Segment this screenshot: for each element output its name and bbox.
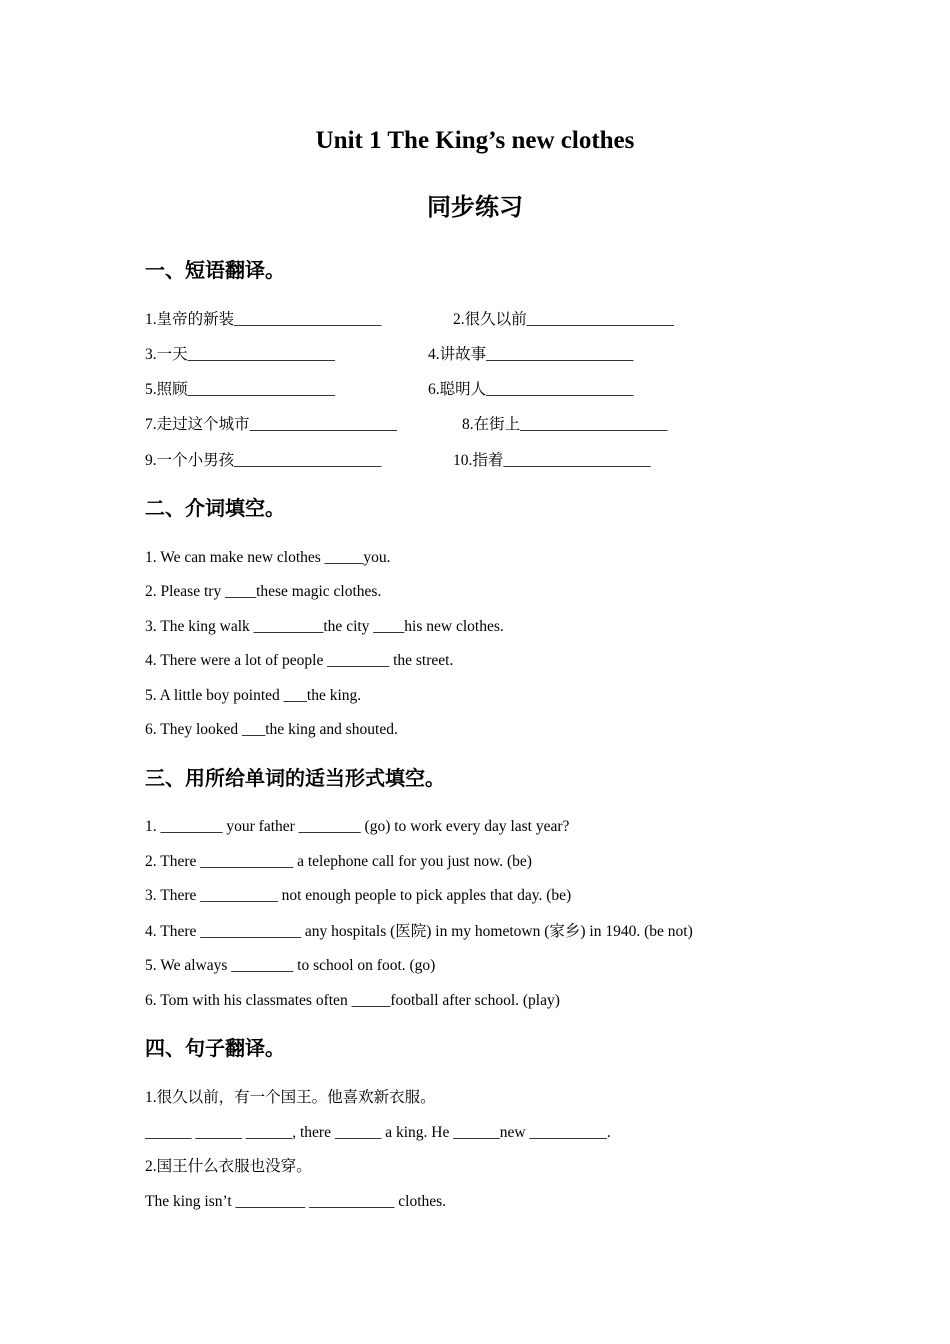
- preposition-item: 2. Please try ____these magic clothes.: [145, 583, 382, 600]
- preposition-item: 3. The king walk _________the city ____his new clothes.: [145, 618, 504, 635]
- phrase-item: 4.讲故事___________________: [428, 346, 634, 363]
- section-3-heading: 三、用所给单词的适当形式填空。: [145, 766, 445, 790]
- verb-form-item: 1. ________ your father ________ (go) to work every day last year?: [145, 818, 570, 835]
- verb-form-item: 5. We always ________ to school on foot. (go): [145, 957, 436, 974]
- phrase-item: 1.皇帝的新装___________________: [145, 311, 382, 328]
- page-title: Unit 1 The King’s new clothes: [315, 127, 635, 154]
- page-subtitle: 同步练习: [427, 193, 523, 221]
- translation-answer-line: The king isn’t _________ ___________ clothes.: [145, 1193, 447, 1210]
- preposition-item: 4. There were a lot of people ________ the street.: [145, 652, 454, 669]
- verb-form-item: 3. There __________ not enough people to pick apples that day. (be): [145, 887, 572, 904]
- translation-prompt: 2.国王什么衣服也没穿。: [145, 1158, 312, 1175]
- phrase-item: 6.聪明人___________________: [428, 381, 634, 398]
- phrase-item: 9.一个小男孩___________________: [145, 452, 382, 469]
- translation-prompt: 1.很久以前，有一个国王。他喜欢新衣服。: [145, 1089, 436, 1106]
- verb-form-item: 2. There ____________ a telephone call for you just now. (be): [145, 853, 532, 870]
- phrase-item: 8.在街上___________________: [462, 416, 668, 433]
- verb-form-item: 4. There _____________ any hospitals (医院) in my hometown (家乡) in 1940. (be not): [145, 923, 693, 940]
- phrase-item: 7.走过这个城市___________________: [145, 416, 397, 433]
- translation-answer-line: ______ ______ ______, there ______ a king. He ______new __________.: [145, 1124, 611, 1141]
- preposition-item: 1. We can make new clothes _____you.: [145, 549, 391, 566]
- phrase-item: 2.很久以前___________________: [453, 311, 674, 328]
- section-1-heading: 一、短语翻译。: [145, 258, 285, 282]
- section-2-heading: 二、介词填空。: [145, 496, 285, 520]
- verb-form-item: 6. Tom with his classmates often _____football after school. (play): [145, 992, 560, 1009]
- phrase-item: 5.照顾___________________: [145, 381, 335, 398]
- phrase-item: 10.指着___________________: [453, 452, 651, 469]
- preposition-item: 5. A little boy pointed ___the king.: [145, 687, 362, 704]
- preposition-item: 6. They looked ___the king and shouted.: [145, 721, 398, 738]
- section-4-heading: 四、句子翻译。: [145, 1036, 285, 1060]
- phrase-item: 3.一天___________________: [145, 346, 335, 363]
